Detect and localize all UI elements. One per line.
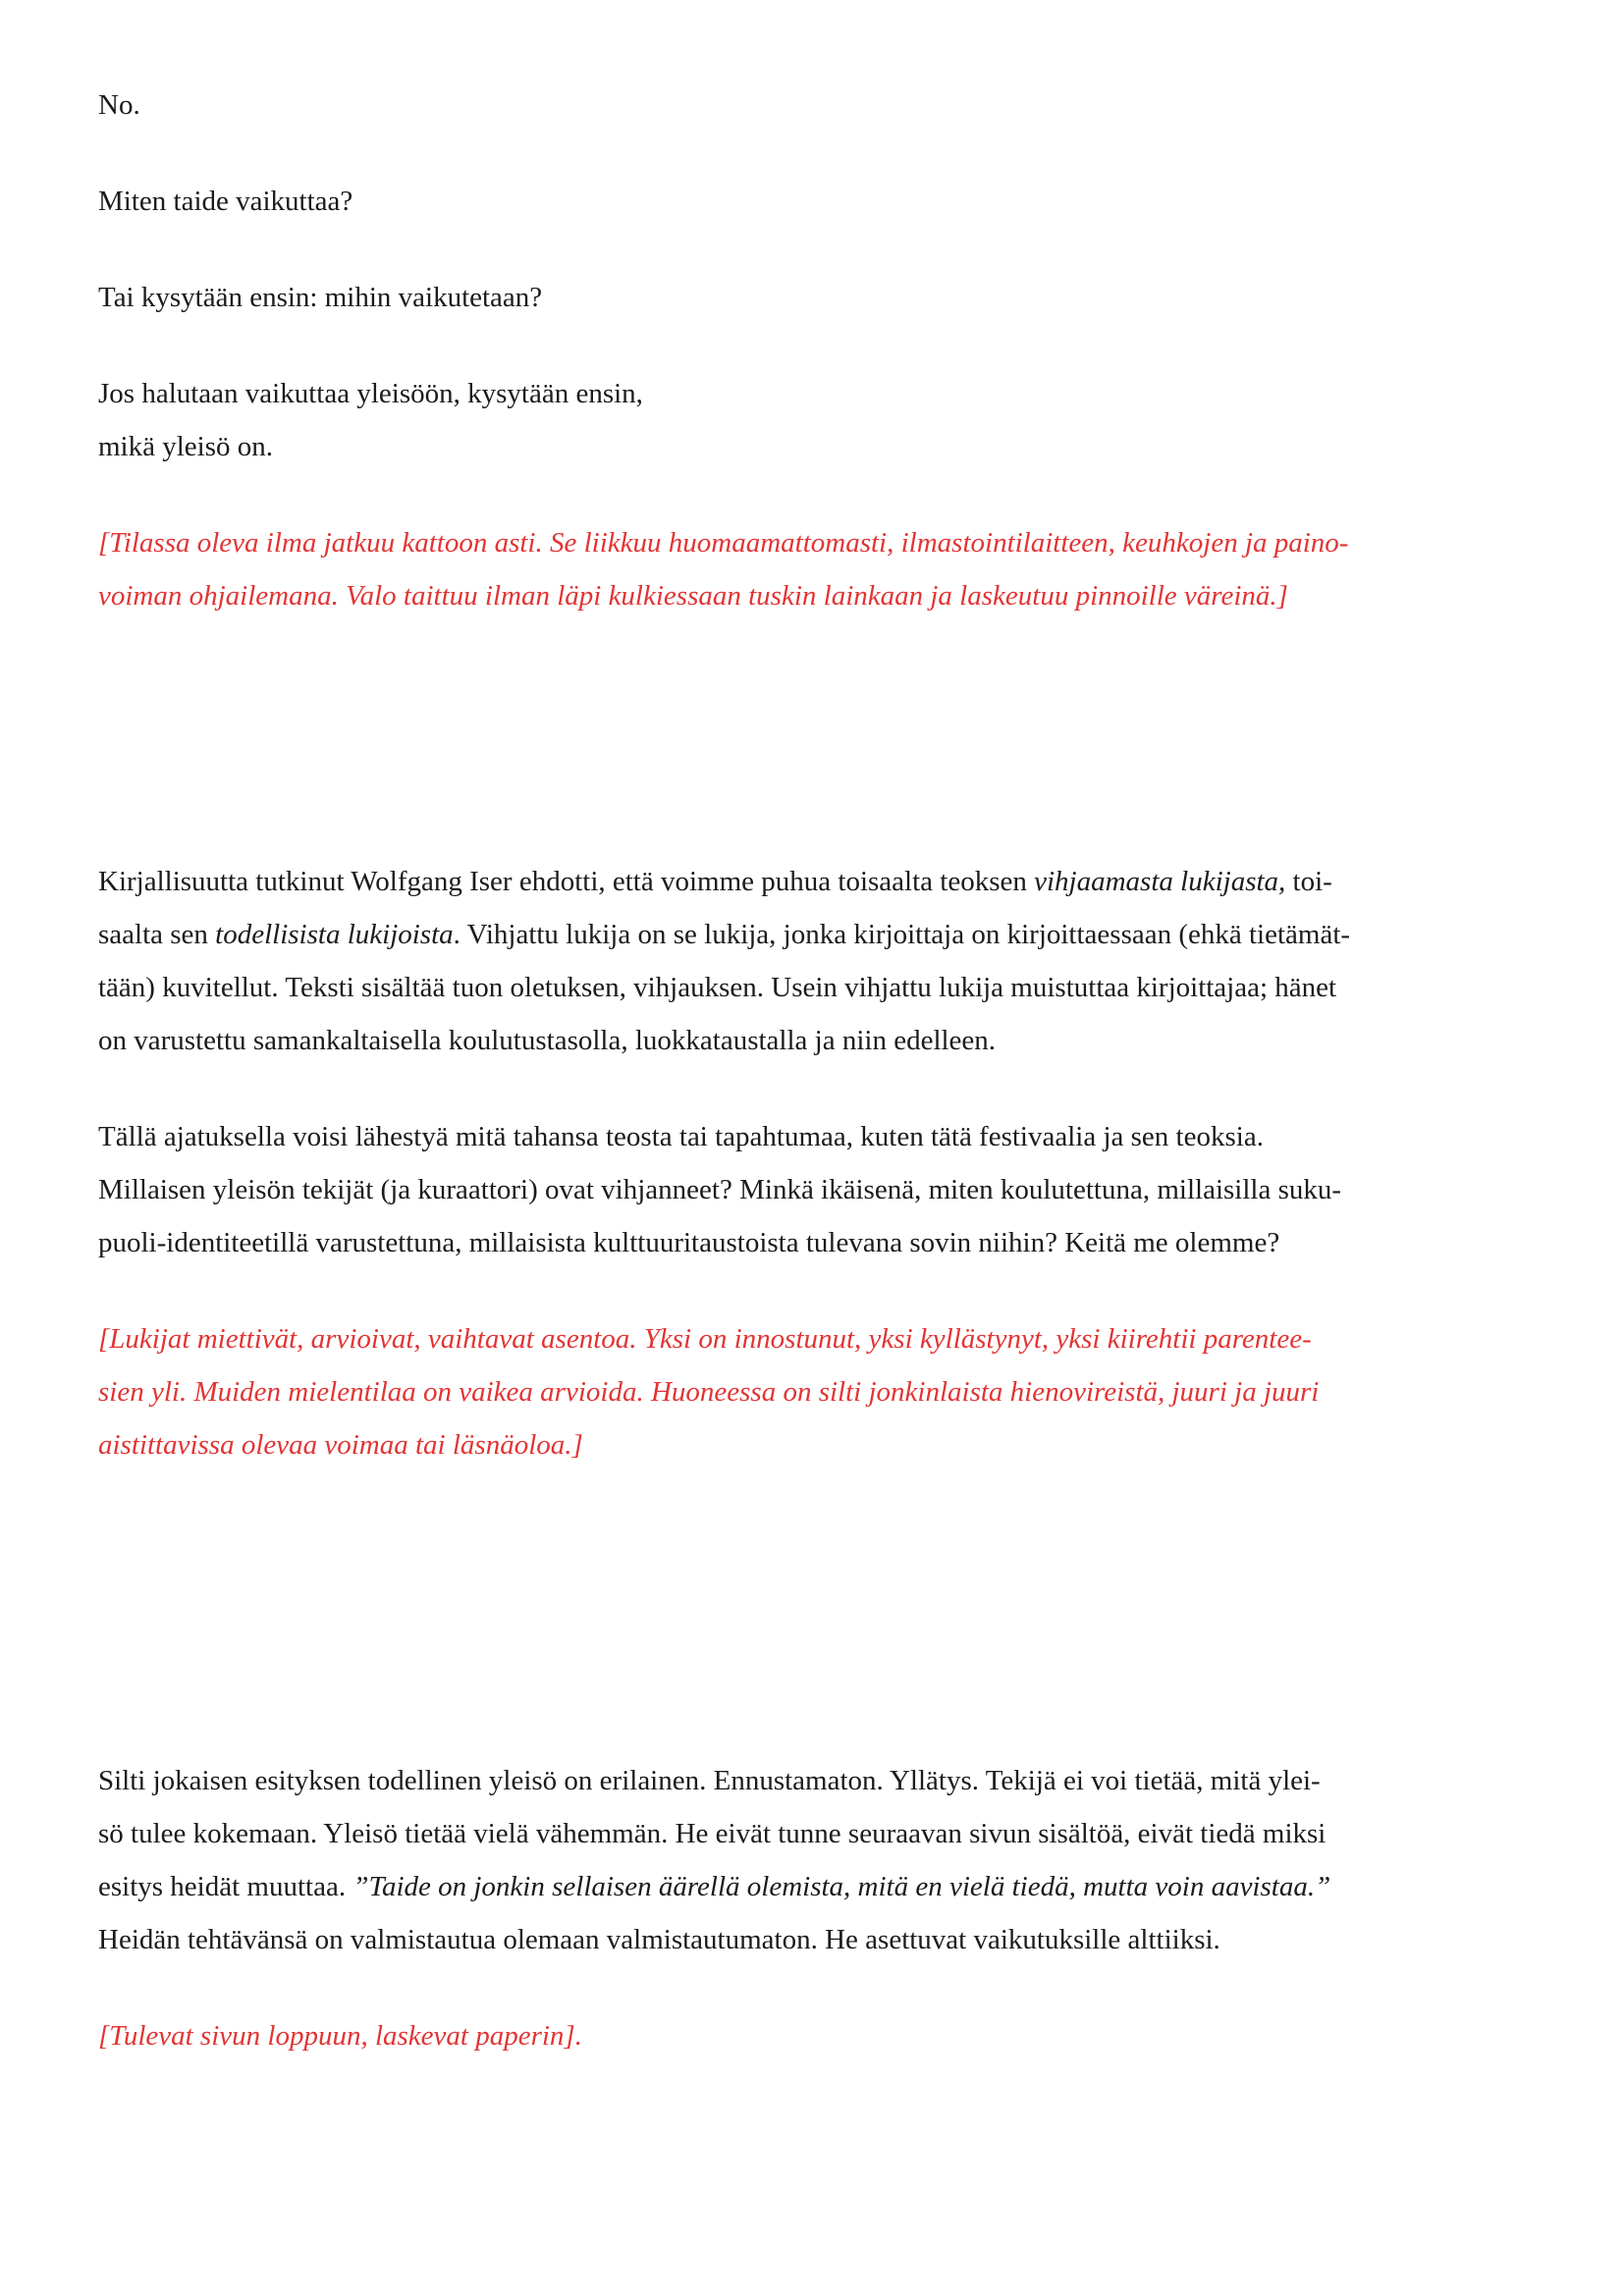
stage-direction (98, 2009, 1526, 2062)
text-run: Jos halutaan vaikuttaa yleisöön, kysytään ensin, (98, 378, 643, 409)
text-run: Miten taide vaikuttaa? (98, 186, 353, 217)
text-line (98, 1163, 1526, 1216)
text-run: on varustettu samankaltaisella koulutustasolla, luokkataustalla ja niin edelleen. (98, 1025, 997, 1056)
emphasized-text-run: ”Taide on jonkin sellaisen äärellä olemista, mitä en vielä tiedä, mutta voin aavistaa.” (352, 1871, 1331, 1902)
text-run: Tällä ajatuksella voisi lähestyä mitä tahansa teosta tai tapahtumaa, kuten tätä festivaalia ja sen teoksia. (98, 1121, 1264, 1152)
text-line (98, 855, 1526, 908)
text-run: Millaisen yleisön tekijät (ja kuraattori) ovat vihjanneet? Minkä ikäisenä, miten koulutettuna, millaisilla suku- (98, 1174, 1342, 1205)
text-run: tään) kuvitellut. Teksti sisältää tuon oletuksen, vihjauksen. Usein vihjattu lukija muistuttaa kirjoittajaa; hänet (98, 972, 1337, 1003)
stage-direction (98, 516, 1526, 622)
text-run: Silti jokaisen esityksen todellinen yleisö on erilainen. Ennustamaton. Yllätys. Tekijä ei voi tietää, mitä ylei- (98, 1765, 1321, 1796)
text-run: [Lukijat miettivät, arvioivat, vaihtavat asentoa. Yksi on innostunut, yksi kyllästynyt, yksi kiirehtii parentee- (98, 1323, 1312, 1355)
stage-direction (98, 1312, 1526, 1471)
paragraph (98, 271, 1526, 324)
emphasized-text-run: vihjaamasta lukijasta, (1034, 866, 1286, 897)
paragraph (98, 175, 1526, 228)
text-run: saalta sen (98, 919, 216, 950)
text-line (98, 961, 1526, 1014)
text-run: mikä yleisö on. (98, 431, 274, 462)
text-line (98, 908, 1526, 961)
text-line (98, 1365, 1526, 1418)
text-line (98, 420, 1526, 473)
text-line (98, 1216, 1526, 1269)
text-run: sö tulee kokemaan. Yleisö tietää vielä vähemmän. He eivät tunne seuraavan sivun sisältöä, eivät tiedä miksi (98, 1818, 1326, 1849)
paragraph (98, 1110, 1526, 1269)
text-line (98, 79, 1526, 132)
text-run: Kirjallisuutta tutkinut Wolfgang Iser ehdotti, että voimme puhua toisaalta teoksen (98, 866, 1035, 897)
text-line (98, 1014, 1526, 1067)
text-run: [Tilassa oleva ilma jatkuu kattoon asti. Se liikkuu huomaamattomasti, ilmastointilaitteen, keuhkojen ja paino- (98, 527, 1349, 559)
text-run: Tai kysytään ensin: mihin vaikutetaan? (98, 282, 543, 313)
text-run: sien yli. Muiden mielentilaa on vaikea arvioida. Huoneessa on silti jonkinlaista hienovireistä, juuri ja juuri (98, 1376, 1320, 1408)
text-line (98, 1913, 1526, 1966)
text-line (98, 1110, 1526, 1163)
text-run: puoli-identiteetillä varustettuna, millaisista kulttuuritaustoista tulevana sovin niihin? Keitä me olemme? (98, 1227, 1280, 1258)
text-line (98, 2009, 1526, 2062)
text-run: . Vihjattu lukija on se lukija, jonka kirjoittaja on kirjoittaessaan (ehkä tietämät- (453, 919, 1351, 950)
text-line (98, 1754, 1526, 1807)
text-run: voiman ohjailemana. Valo taittuu ilman läpi kulkiessaan tuskin lainkaan ja laskeutuu pinnoille väreinä.] (98, 580, 1288, 612)
text-run: Heidän tehtävänsä on valmistautua olemaan valmistautumaton. He asettuvat vaikutuksille alttiiksi. (98, 1924, 1220, 1955)
text-line (98, 569, 1526, 622)
text-line (98, 1312, 1526, 1365)
text-line (98, 1807, 1526, 1860)
paragraph (98, 855, 1526, 1067)
paragraph (98, 1754, 1526, 1966)
paragraph (98, 79, 1526, 132)
text-line (98, 175, 1526, 228)
text-line (98, 1860, 1526, 1913)
text-run: aistittavissa olevaa voimaa tai läsnäoloa.] (98, 1429, 583, 1461)
text-run: esitys heidät muuttaa. (98, 1871, 353, 1902)
text-line (98, 271, 1526, 324)
text-line (98, 367, 1526, 420)
text-run: [Tulevat sivun loppuun, laskevat paperin]. (98, 2020, 582, 2052)
paragraph (98, 367, 1526, 473)
text-run: toi- (1285, 866, 1332, 897)
emphasized-text-run: todellisista lukijoista (215, 919, 454, 950)
text-run: No. (98, 89, 140, 121)
text-line (98, 516, 1526, 569)
text-line (98, 1418, 1526, 1471)
